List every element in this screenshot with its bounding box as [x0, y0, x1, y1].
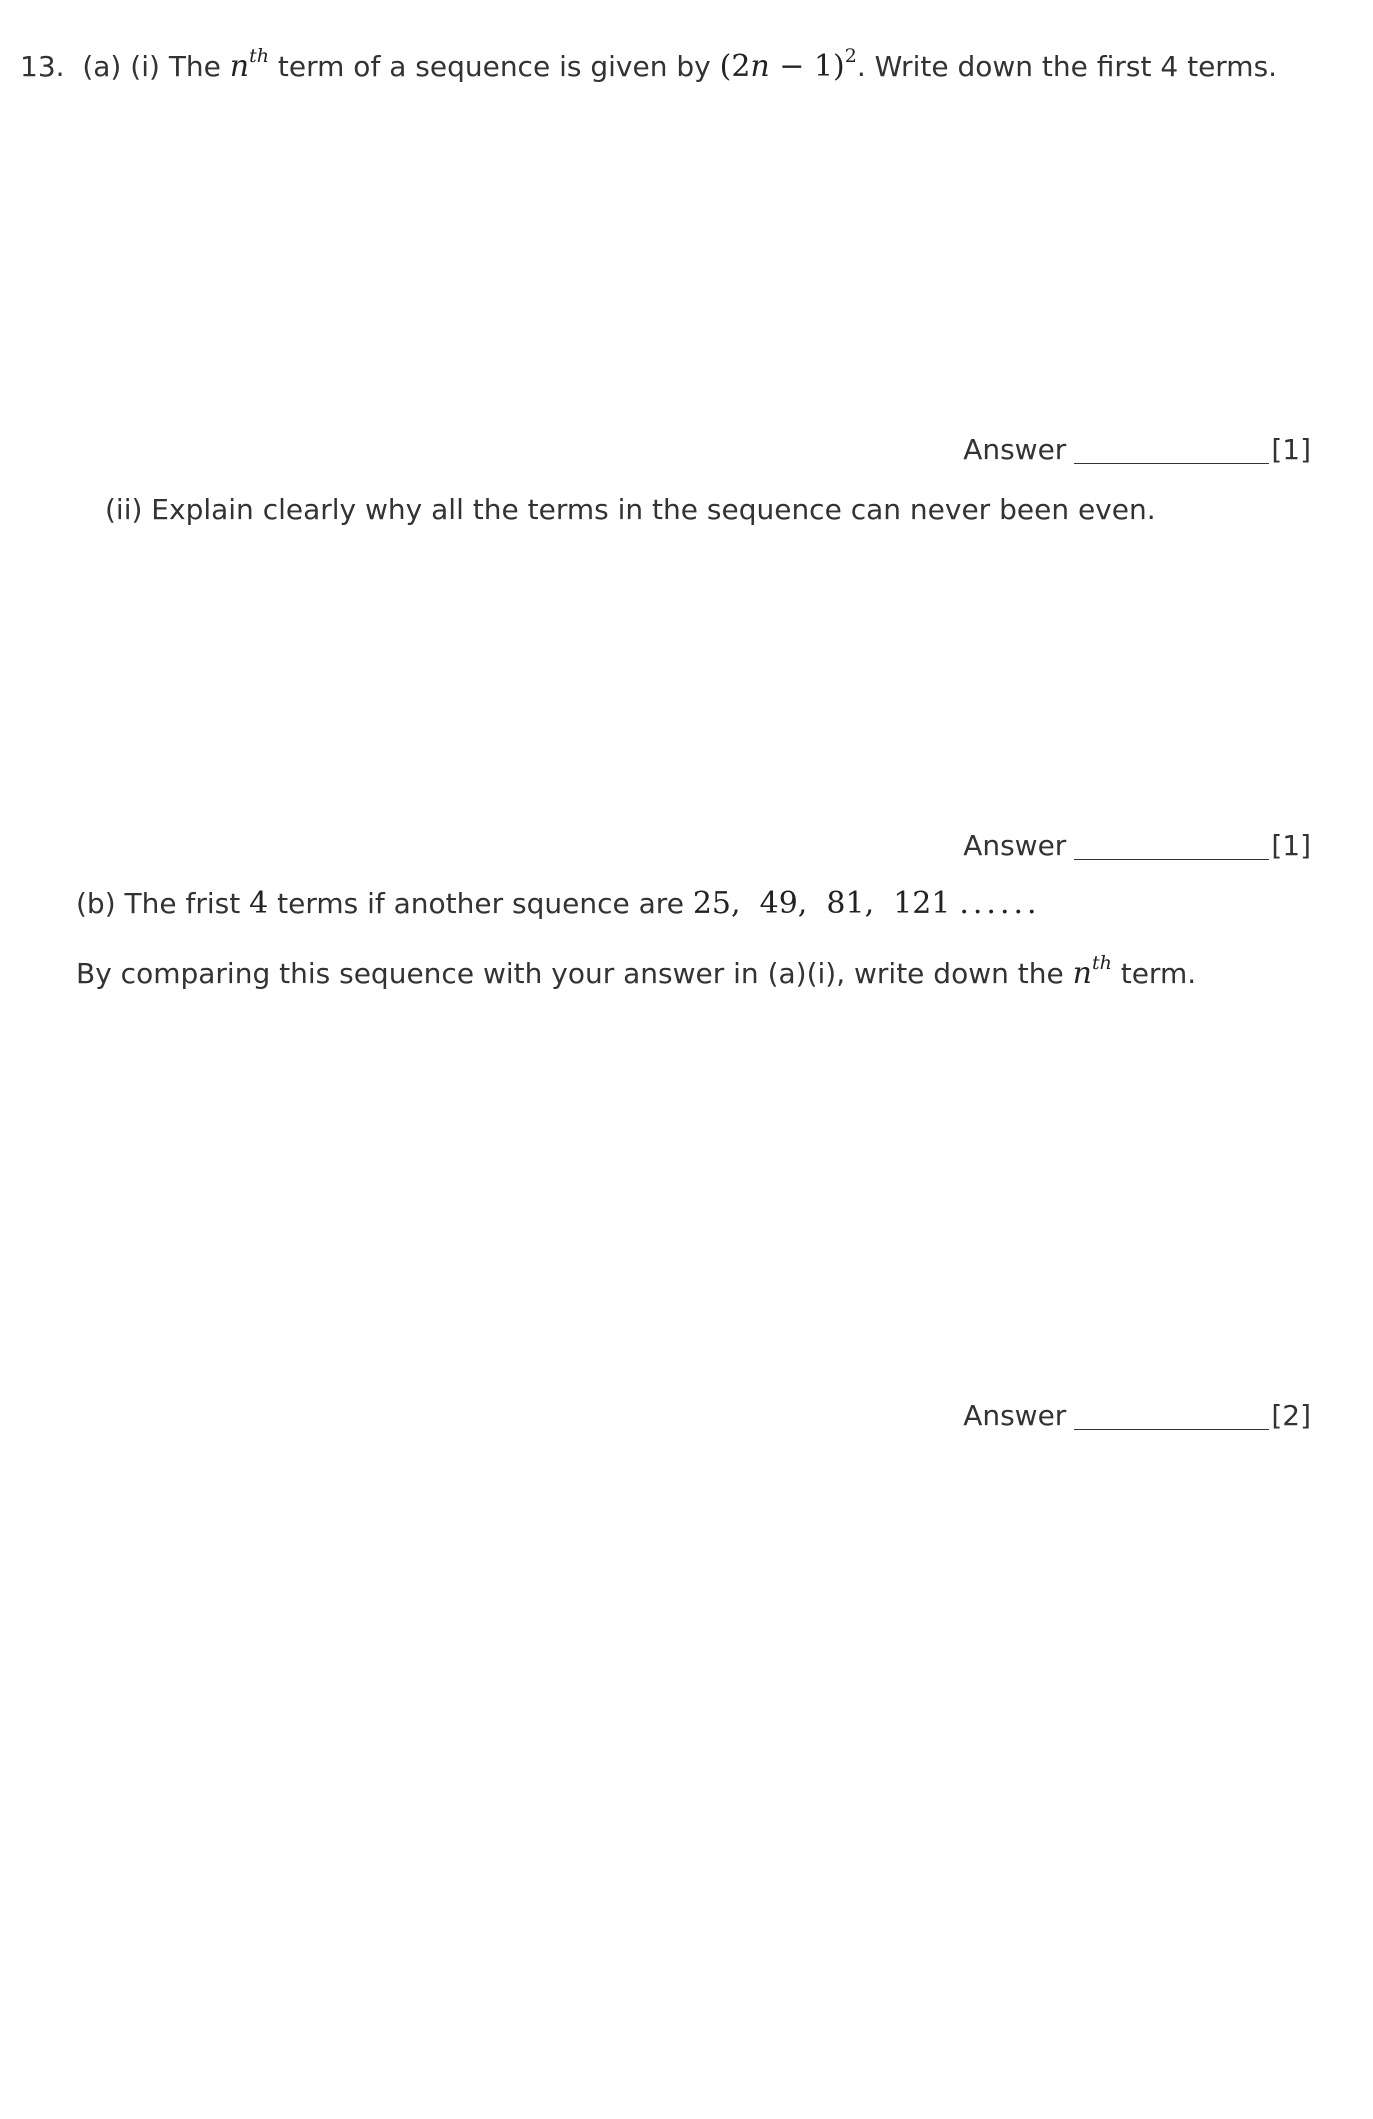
b-math-4: 4 — [249, 886, 269, 921]
b-nth-math: $n^{th}$ — [1072, 952, 1112, 991]
answer-blank[interactable] — [1074, 1399, 1269, 1430]
b-text-2: terms if another squence are — [277, 887, 684, 920]
b-line2-text-2: term. — [1120, 957, 1197, 990]
answer-blank[interactable] — [1074, 433, 1269, 464]
answer-row-a-i — [963, 430, 1311, 470]
marks-label: [1] — [1271, 829, 1311, 862]
part-a-label: (a) — [82, 50, 122, 83]
answer-row-a-ii — [963, 826, 1311, 866]
question-b-line-1 — [76, 884, 1041, 924]
sequence-formula: $(2n - 1)^2$ — [719, 45, 857, 84]
b-text-1: (b) The frist — [76, 887, 241, 920]
answer-blank[interactable] — [1074, 829, 1269, 860]
b-sequence-dots: ...... — [959, 886, 1041, 921]
answer-label: Answer — [963, 433, 1067, 466]
part-a-i-label: (i) — [130, 50, 160, 83]
answer-label: Answer — [963, 1399, 1067, 1432]
a-i-text-3: . Write down the first 4 terms. — [856, 50, 1278, 83]
nth-math: $n^{th}$ — [229, 45, 269, 84]
b-line2-text-1: By comparing this sequence with your answer in (a)(i), write down the — [76, 957, 1064, 990]
a-i-text-2: term of a sequence is given by — [277, 50, 711, 83]
a-i-text-1: The — [168, 50, 221, 83]
question-b-line-2 — [76, 943, 1196, 994]
marks-label: [2] — [1271, 1399, 1311, 1432]
answer-label: Answer — [963, 829, 1067, 862]
b-sequence-terms: 25, 49, 81, 121 — [692, 886, 951, 921]
question-number: 13. — [20, 50, 65, 83]
question-a-i-line — [20, 36, 1277, 87]
question-a-ii-line: (ii) Explain clearly why all the terms in the sequence can never been even. — [105, 493, 1156, 526]
marks-label: [1] — [1271, 433, 1311, 466]
answer-row-b — [963, 1396, 1311, 1436]
